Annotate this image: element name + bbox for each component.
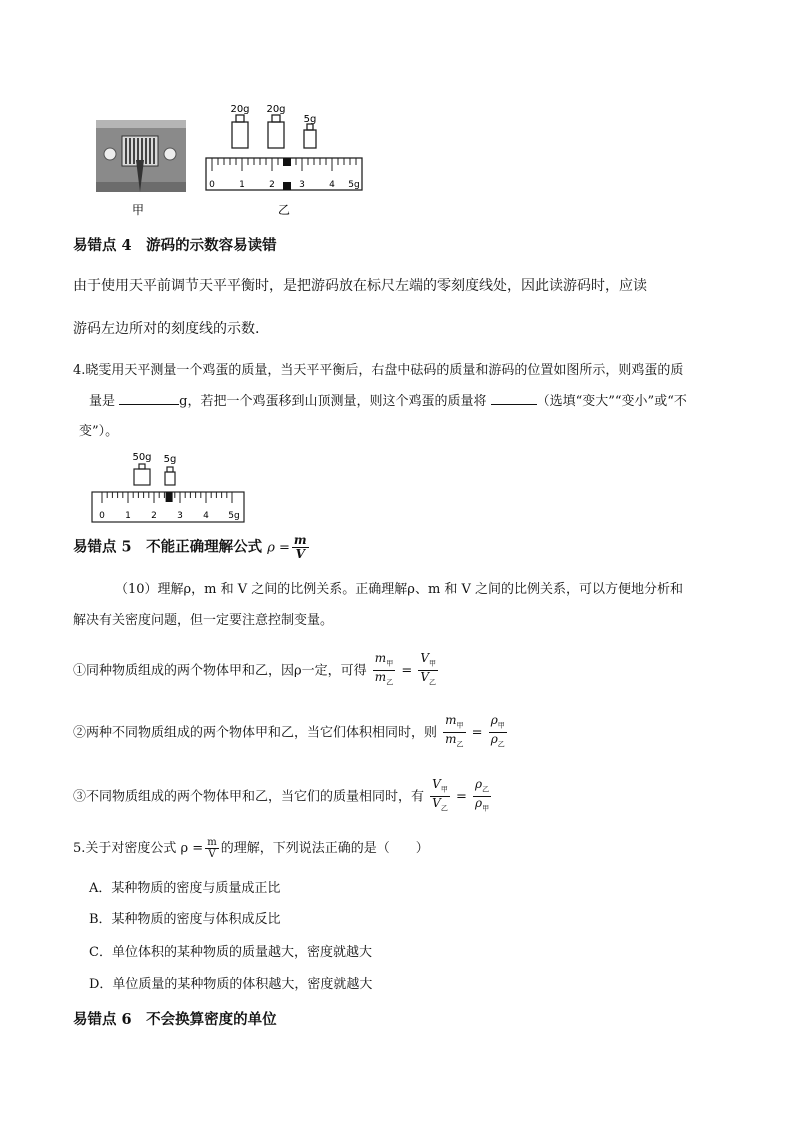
point-5-item-3: ③不同物质组成的两个物体甲和乙，当它们的质量相同时，有 $\frac{V_甲}{V_乙}$ = $\frac{\rho_乙}{\rho_甲}$ <box>73 778 493 816</box>
q4-blank-change[interactable] <box>491 404 537 405</box>
q4-tick-5g: 5g <box>228 511 240 521</box>
point-5-item-1: ①同种物质组成的两个物体甲和乙，因ρ一定，可得 $\frac{m_甲}{m_乙}$ = $\frac{V_甲}{V_乙}$ <box>73 652 440 690</box>
point-5-para-2: 解决有关密度问题，但一定要注意控制变量。 <box>73 613 334 628</box>
item-2-text: ②两种不同物质组成的两个物体甲和乙，当它们体积相同时，则 <box>73 725 438 741</box>
heading-point-4: 易错点 4 游码的示数容易读错 <box>73 237 277 254</box>
q4-line-2a: 量是 <box>89 394 120 409</box>
q5-frac-num: m <box>207 837 217 848</box>
balance-figure-1-svg <box>88 98 370 220</box>
point-4-line-2: 游码左边所对的刻度线的示数. <box>73 321 260 337</box>
formula-denominator: V <box>295 547 305 561</box>
heading-point-5 <box>73 534 311 561</box>
q5-option-d[interactable]: D．单位质量的某种物质的体积越大，密度就越大 <box>89 977 373 992</box>
tick-label-1: 1 <box>239 180 245 190</box>
point-5-para-1: （10）理解ρ，m 和 V 之间的比例关系。正确理解ρ、m 和 V 之间的比例关系，可以方便地分析和 <box>115 582 684 597</box>
q4-line-3: 变”）。 <box>79 424 119 439</box>
weights-group-q4 <box>134 464 175 485</box>
q4-line-2 <box>89 390 687 409</box>
tick-label-2: 2 <box>269 180 275 190</box>
item-3-frac-right: $\frac{\rho_乙}{\rho_甲}$ <box>475 777 490 813</box>
item-1-frac-left: $\frac{m_甲}{m_乙}$ <box>374 651 394 687</box>
q4-blank-mass[interactable] <box>119 404 179 405</box>
balance-figure-2-svg <box>90 448 250 526</box>
formula-numerator: m <box>293 533 307 547</box>
point-5-item-2: ②两种不同物质组成的两个物体甲和乙，当它们体积相同时，则 $\frac{m_甲}{m_乙}$ = $\frac{\rho_甲}{\rho_乙}$ <box>73 714 509 752</box>
weight-label-5g-q4: 5g <box>163 454 177 465</box>
heading-point-5-text: 易错点 5 不能正确理解公式 <box>73 538 263 556</box>
q4-line-2b: g，若把一个鸡蛋移到山顶测量，则这个鸡蛋的质量将 <box>179 394 491 409</box>
weight-label-20g-a: 20g <box>230 104 250 115</box>
formula-lhs: ρ = <box>267 540 290 556</box>
q5-stem-a: 5.关于对密度公式 ρ = <box>73 841 204 856</box>
label-jia: 甲 <box>131 203 145 217</box>
q5-option-b[interactable]: B．某种物质的密度与体积成反比 <box>89 912 281 927</box>
tick-label-5g: 5g <box>348 180 360 190</box>
weight-label-5g: 5g <box>303 114 317 125</box>
q5-option-a[interactable]: A．某种物质的密度与质量成正比 <box>89 881 281 896</box>
formula-fraction <box>292 534 309 561</box>
tick-label-3: 3 <box>299 180 305 190</box>
q5-frac-den: V <box>208 849 216 860</box>
balance-figure-2 <box>90 448 250 526</box>
q5-formula-fraction <box>205 837 218 860</box>
weight-label-50g: 50g <box>132 452 152 463</box>
rider-top <box>283 158 291 166</box>
item-3-frac-left: $\frac{V_甲}{V_乙}$ <box>432 777 448 813</box>
q4-tick-4: 4 <box>203 511 209 521</box>
q4-line-1: 4.晓雯用天平测量一个鸡蛋的质量，当天平平衡后，右盘中砝码的质量和游码的位置如图所示，则鸡蛋的质 <box>73 363 684 378</box>
balance-figure-1 <box>88 98 370 220</box>
q4-line-2c: （选填“变大”“变小”或“不 <box>536 394 687 409</box>
ruler-1 <box>206 158 362 190</box>
rider-bottom <box>283 182 291 190</box>
q4-tick-1: 1 <box>125 511 131 521</box>
heading-point-6: 易错点 6 不会换算密度的单位 <box>73 1011 277 1028</box>
tick-label-4: 4 <box>329 180 335 190</box>
q5-stem <box>73 837 429 860</box>
q4-tick-3: 3 <box>177 511 183 521</box>
q4-tick-0: 0 <box>99 511 105 521</box>
item-2-frac-right: $\frac{\rho_甲}{\rho_乙}$ <box>490 713 505 749</box>
weight-label-20g-b: 20g <box>266 104 286 115</box>
item-1-text: ①同种物质组成的两个物体甲和乙，因ρ一定，可得 <box>73 663 367 679</box>
q5-option-c[interactable]: C．单位体积的某种物质的质量越大，密度就越大 <box>89 945 372 960</box>
q5-stem-b: 的理解，下列说法正确的是（ ） <box>220 841 429 856</box>
item-1-frac-right: $\frac{V_甲}{V_乙}$ <box>420 651 437 687</box>
q4-tick-2: 2 <box>151 511 157 521</box>
tick-label-0: 0 <box>209 180 215 190</box>
item-2-frac-left: $\frac{m_甲}{m_乙}$ <box>445 713 464 749</box>
item-3-text: ③不同物质组成的两个物体甲和乙，当它们的质量相同时，有 <box>73 789 425 805</box>
label-yi: 乙 <box>277 203 291 217</box>
q4-rider <box>166 492 173 502</box>
point-4-line-1: 由于使用天平前调节天平平衡时，是把游码放在标尺左端的零刻度线处，因此读游码时，应读 <box>73 278 647 294</box>
